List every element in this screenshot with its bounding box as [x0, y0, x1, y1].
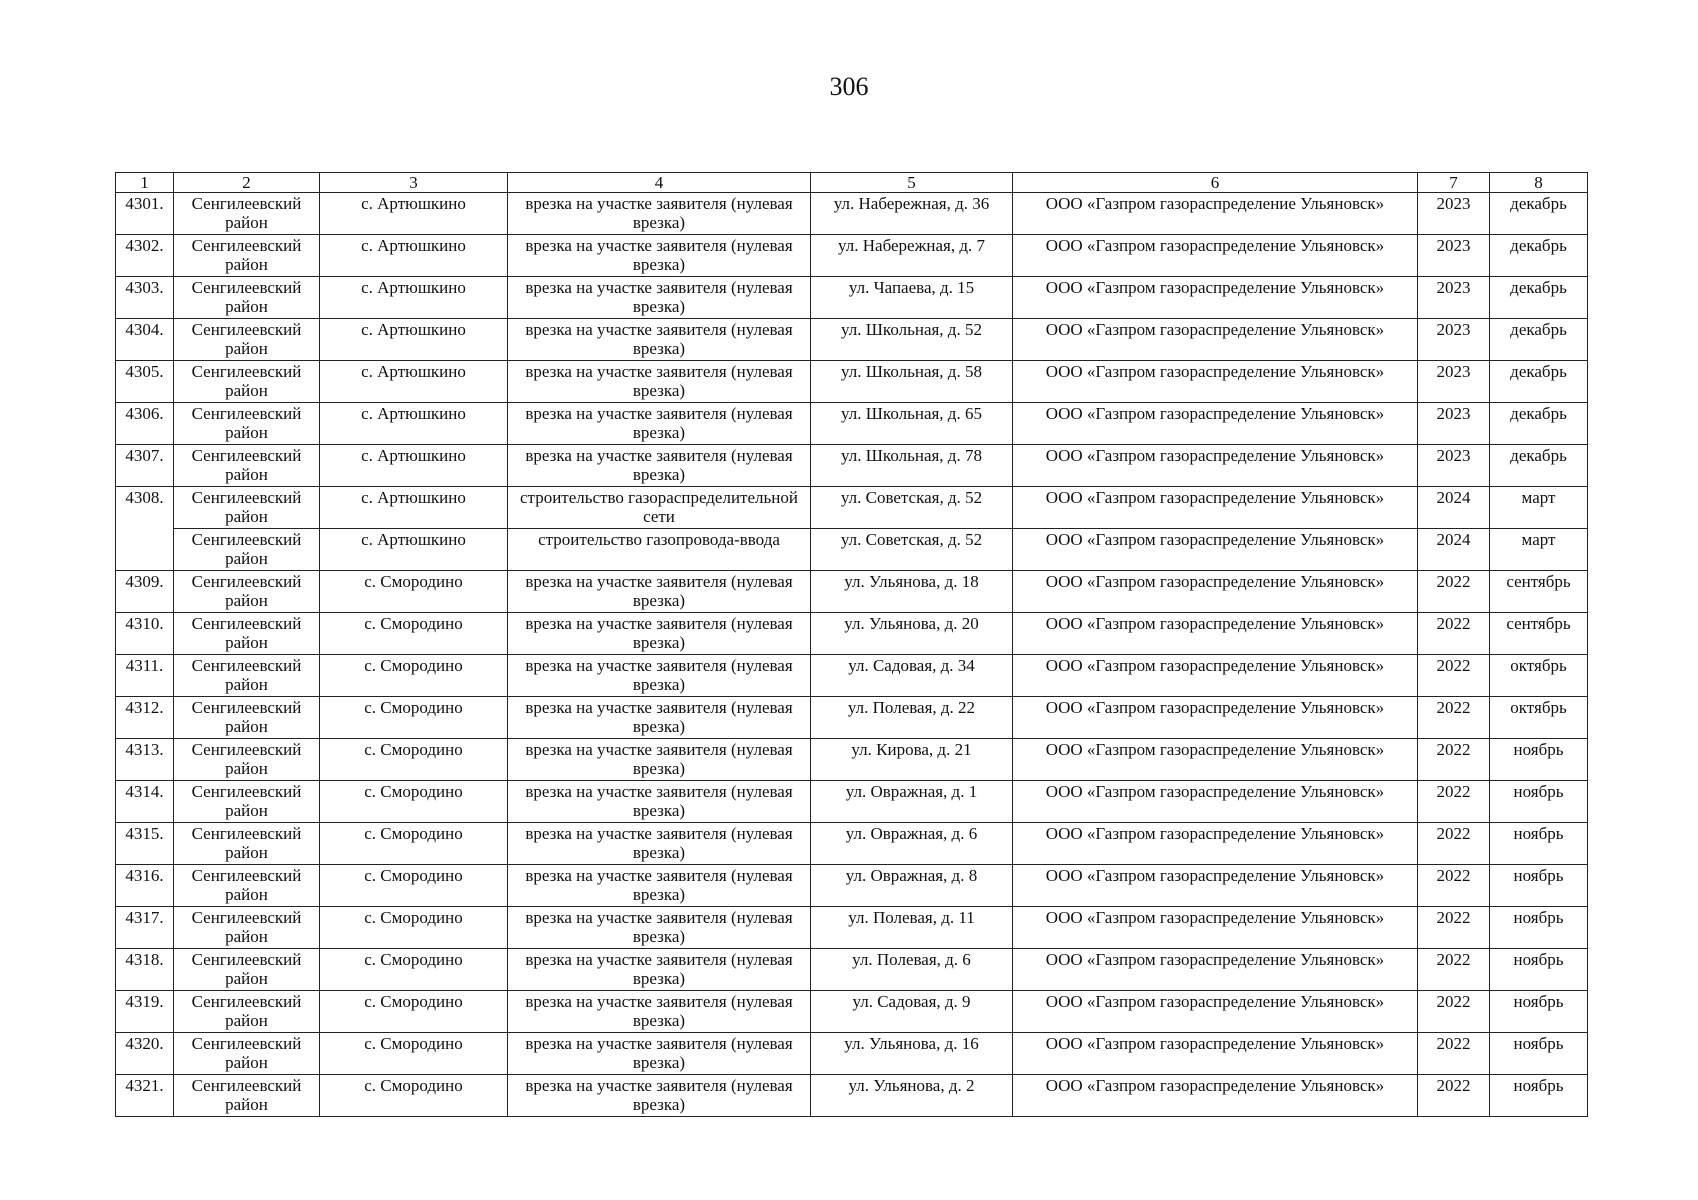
cell-year: 2023 [1418, 193, 1490, 235]
cell-address: ул. Школьная, д. 52 [811, 319, 1013, 361]
table-row [116, 235, 1588, 277]
cell-org: ООО «Газпром газораспределение Ульяновск» [1013, 823, 1418, 865]
cell-year: 2022 [1418, 1033, 1490, 1075]
cell-year: 2023 [1418, 445, 1490, 487]
table-row [116, 907, 1588, 949]
table-header [116, 173, 1588, 193]
cell-settlement: с. Артюшкино [320, 403, 508, 445]
cell-work: врезка на участке заявителя (нулевая врезка) [508, 1075, 811, 1117]
cell-month: сентябрь [1490, 571, 1588, 613]
cell-org: ООО «Газпром газораспределение Ульяновск» [1013, 613, 1418, 655]
cell-work: врезка на участке заявителя (нулевая врезка) [508, 613, 811, 655]
cell-district: Сенгилеевский район [174, 613, 320, 655]
cell-district: Сенгилеевский район [174, 991, 320, 1033]
cell-district: Сенгилеевский район [174, 697, 320, 739]
cell-org: ООО «Газпром газораспределение Ульяновск» [1013, 781, 1418, 823]
table-row [116, 991, 1588, 1033]
cell-work: врезка на участке заявителя (нулевая врезка) [508, 361, 811, 403]
row-number: 4305. [116, 361, 174, 403]
cell-work: врезка на участке заявителя (нулевая врезка) [508, 739, 811, 781]
column-header-7: 7 [1418, 173, 1490, 193]
cell-month: декабрь [1490, 193, 1588, 235]
cell-year: 2023 [1418, 403, 1490, 445]
cell-month: октябрь [1490, 655, 1588, 697]
cell-month: декабрь [1490, 403, 1588, 445]
cell-work: врезка на участке заявителя (нулевая врезка) [508, 823, 811, 865]
cell-settlement: с. Артюшкино [320, 319, 508, 361]
cell-settlement: с. Артюшкино [320, 445, 508, 487]
cell-district: Сенгилеевский район [174, 193, 320, 235]
cell-org: ООО «Газпром газораспределение Ульяновск» [1013, 991, 1418, 1033]
cell-month: март [1490, 487, 1588, 529]
cell-org: ООО «Газпром газораспределение Ульяновск» [1013, 445, 1418, 487]
table-row [116, 655, 1588, 697]
cell-district: Сенгилеевский район [174, 949, 320, 991]
table-row [116, 781, 1588, 823]
cell-address: ул. Чапаева, д. 15 [811, 277, 1013, 319]
row-number: 4304. [116, 319, 174, 361]
table-row [116, 613, 1588, 655]
cell-year: 2022 [1418, 781, 1490, 823]
cell-district: Сенгилеевский район [174, 781, 320, 823]
cell-work: врезка на участке заявителя (нулевая врезка) [508, 277, 811, 319]
cell-address: ул. Советская, д. 52 [811, 529, 1013, 571]
cell-settlement: с. Смородино [320, 655, 508, 697]
row-number: 4312. [116, 697, 174, 739]
table-row [116, 445, 1588, 487]
cell-month: ноябрь [1490, 1075, 1588, 1117]
cell-month: ноябрь [1490, 781, 1588, 823]
cell-work: строительство газораспределительной сети [508, 487, 811, 529]
cell-district: Сенгилеевский район [174, 487, 320, 529]
cell-month: декабрь [1490, 445, 1588, 487]
cell-org: ООО «Газпром газораспределение Ульяновск» [1013, 655, 1418, 697]
cell-work: врезка на участке заявителя (нулевая врезка) [508, 319, 811, 361]
cell-month: ноябрь [1490, 739, 1588, 781]
cell-district: Сенгилеевский район [174, 571, 320, 613]
cell-address: ул. Садовая, д. 34 [811, 655, 1013, 697]
registry-table [115, 172, 1588, 1117]
cell-address: ул. Кирова, д. 21 [811, 739, 1013, 781]
cell-district: Сенгилеевский район [174, 529, 320, 571]
cell-org: ООО «Газпром газораспределение Ульяновск» [1013, 949, 1418, 991]
cell-work: врезка на участке заявителя (нулевая врезка) [508, 571, 811, 613]
cell-district: Сенгилеевский район [174, 1033, 320, 1075]
cell-district: Сенгилеевский район [174, 403, 320, 445]
cell-month: октябрь [1490, 697, 1588, 739]
cell-address: ул. Ульянова, д. 20 [811, 613, 1013, 655]
cell-month: март [1490, 529, 1588, 571]
cell-address: ул. Набережная, д. 36 [811, 193, 1013, 235]
table-row [116, 823, 1588, 865]
cell-address: ул. Школьная, д. 65 [811, 403, 1013, 445]
cell-org: ООО «Газпром газораспределение Ульяновск» [1013, 403, 1418, 445]
header-row [116, 173, 1588, 193]
table-row [116, 1033, 1588, 1075]
cell-org: ООО «Газпром газораспределение Ульяновск» [1013, 193, 1418, 235]
cell-address: ул. Школьная, д. 78 [811, 445, 1013, 487]
cell-address: ул. Садовая, д. 9 [811, 991, 1013, 1033]
row-number: 4321. [116, 1075, 174, 1117]
cell-org: ООО «Газпром газораспределение Ульяновск» [1013, 1075, 1418, 1117]
cell-district: Сенгилеевский район [174, 907, 320, 949]
cell-month: декабрь [1490, 235, 1588, 277]
cell-address: ул. Овражная, д. 8 [811, 865, 1013, 907]
cell-year: 2023 [1418, 319, 1490, 361]
cell-month: декабрь [1490, 361, 1588, 403]
cell-org: ООО «Газпром газораспределение Ульяновск» [1013, 571, 1418, 613]
cell-org: ООО «Газпром газораспределение Ульяновск» [1013, 907, 1418, 949]
cell-district: Сенгилеевский район [174, 1075, 320, 1117]
page-number: 306 [829, 72, 869, 101]
cell-settlement: с. Смородино [320, 1033, 508, 1075]
row-number: 4309. [116, 571, 174, 613]
table-row [116, 697, 1588, 739]
cell-settlement: с. Смородино [320, 907, 508, 949]
cell-address: ул. Ульянова, д. 2 [811, 1075, 1013, 1117]
table-row [116, 319, 1588, 361]
cell-district: Сенгилеевский район [174, 655, 320, 697]
cell-address: ул. Полевая, д. 22 [811, 697, 1013, 739]
cell-org: ООО «Газпром газораспределение Ульяновск» [1013, 865, 1418, 907]
cell-work: врезка на участке заявителя (нулевая врезка) [508, 991, 811, 1033]
cell-work: врезка на участке заявителя (нулевая врезка) [508, 697, 811, 739]
cell-address: ул. Советская, д. 52 [811, 487, 1013, 529]
cell-address: ул. Овражная, д. 1 [811, 781, 1013, 823]
cell-month: ноябрь [1490, 865, 1588, 907]
cell-org: ООО «Газпром газораспределение Ульяновск» [1013, 529, 1418, 571]
cell-district: Сенгилеевский район [174, 361, 320, 403]
table-row [116, 571, 1588, 613]
cell-year: 2022 [1418, 1075, 1490, 1117]
cell-org: ООО «Газпром газораспределение Ульяновск» [1013, 277, 1418, 319]
row-number: 4307. [116, 445, 174, 487]
cell-district: Сенгилеевский район [174, 319, 320, 361]
row-number: 4301. [116, 193, 174, 235]
cell-year: 2023 [1418, 361, 1490, 403]
cell-address: ул. Полевая, д. 6 [811, 949, 1013, 991]
cell-settlement: с. Смородино [320, 571, 508, 613]
cell-month: сентябрь [1490, 613, 1588, 655]
cell-year: 2022 [1418, 739, 1490, 781]
cell-district: Сенгилеевский район [174, 277, 320, 319]
cell-work: врезка на участке заявителя (нулевая врезка) [508, 655, 811, 697]
cell-year: 2022 [1418, 571, 1490, 613]
cell-org: ООО «Газпром газораспределение Ульяновск» [1013, 319, 1418, 361]
cell-work: строительство газопровода-ввода [508, 529, 811, 571]
cell-work: врезка на участке заявителя (нулевая врезка) [508, 907, 811, 949]
row-number: 4302. [116, 235, 174, 277]
cell-month: декабрь [1490, 277, 1588, 319]
cell-settlement: с. Артюшкино [320, 277, 508, 319]
column-header-3: 3 [320, 173, 508, 193]
row-number: 4315. [116, 823, 174, 865]
row-number: 4303. [116, 277, 174, 319]
row-number: 4306. [116, 403, 174, 445]
cell-year: 2024 [1418, 487, 1490, 529]
cell-district: Сенгилеевский район [174, 445, 320, 487]
cell-year: 2022 [1418, 949, 1490, 991]
cell-settlement: с. Смородино [320, 823, 508, 865]
cell-year: 2022 [1418, 865, 1490, 907]
cell-year: 2022 [1418, 991, 1490, 1033]
cell-org: ООО «Газпром газораспределение Ульяновск» [1013, 487, 1418, 529]
row-number: 4317. [116, 907, 174, 949]
cell-work: врезка на участке заявителя (нулевая врезка) [508, 949, 811, 991]
row-number: 4314. [116, 781, 174, 823]
cell-settlement: с. Артюшкино [320, 235, 508, 277]
cell-org: ООО «Газпром газораспределение Ульяновск» [1013, 1033, 1418, 1075]
cell-year: 2022 [1418, 907, 1490, 949]
cell-month: ноябрь [1490, 823, 1588, 865]
cell-settlement: с. Смородино [320, 865, 508, 907]
cell-settlement: с. Артюшкино [320, 529, 508, 571]
table-row [116, 361, 1588, 403]
cell-org: ООО «Газпром газораспределение Ульяновск» [1013, 697, 1418, 739]
cell-work: врезка на участке заявителя (нулевая врезка) [508, 403, 811, 445]
column-header-8: 8 [1490, 173, 1588, 193]
column-header-2: 2 [174, 173, 320, 193]
row-number: 4313. [116, 739, 174, 781]
column-header-1: 1 [116, 173, 174, 193]
cell-year: 2023 [1418, 235, 1490, 277]
cell-year: 2024 [1418, 529, 1490, 571]
cell-month: ноябрь [1490, 907, 1588, 949]
cell-settlement: с. Смородино [320, 697, 508, 739]
cell-address: ул. Школьная, д. 58 [811, 361, 1013, 403]
table-row [116, 403, 1588, 445]
cell-org: ООО «Газпром газораспределение Ульяновск» [1013, 235, 1418, 277]
cell-work: врезка на участке заявителя (нулевая врезка) [508, 235, 811, 277]
table-body [116, 193, 1588, 1117]
table-row [116, 277, 1588, 319]
cell-address: ул. Ульянова, д. 18 [811, 571, 1013, 613]
row-number: 4320. [116, 1033, 174, 1075]
cell-year: 2022 [1418, 697, 1490, 739]
table-row [116, 529, 1588, 571]
row-number: 4311. [116, 655, 174, 697]
cell-address: ул. Набережная, д. 7 [811, 235, 1013, 277]
cell-settlement: с. Смородино [320, 1075, 508, 1117]
cell-work: врезка на участке заявителя (нулевая врезка) [508, 781, 811, 823]
cell-district: Сенгилеевский район [174, 235, 320, 277]
row-number: 4308. [116, 487, 174, 571]
cell-address: ул. Овражная, д. 6 [811, 823, 1013, 865]
table-row [116, 865, 1588, 907]
cell-month: ноябрь [1490, 949, 1588, 991]
cell-month: ноябрь [1490, 1033, 1588, 1075]
cell-year: 2022 [1418, 823, 1490, 865]
cell-settlement: с. Артюшкино [320, 487, 508, 529]
cell-settlement: с. Смородино [320, 949, 508, 991]
cell-work: врезка на участке заявителя (нулевая врезка) [508, 193, 811, 235]
table-row [116, 949, 1588, 991]
row-number: 4310. [116, 613, 174, 655]
row-number: 4316. [116, 865, 174, 907]
cell-settlement: с. Артюшкино [320, 193, 508, 235]
row-number: 4319. [116, 991, 174, 1033]
column-header-4: 4 [508, 173, 811, 193]
column-header-6: 6 [1013, 173, 1418, 193]
table-row [116, 193, 1588, 235]
cell-settlement: с. Смородино [320, 613, 508, 655]
cell-work: врезка на участке заявителя (нулевая врезка) [508, 445, 811, 487]
cell-work: врезка на участке заявителя (нулевая врезка) [508, 865, 811, 907]
cell-address: ул. Ульянова, д. 16 [811, 1033, 1013, 1075]
cell-month: ноябрь [1490, 991, 1588, 1033]
table-row [116, 487, 1588, 529]
cell-month: декабрь [1490, 319, 1588, 361]
table-row [116, 1075, 1588, 1117]
cell-org: ООО «Газпром газораспределение Ульяновск» [1013, 361, 1418, 403]
cell-district: Сенгилеевский район [174, 739, 320, 781]
cell-org: ООО «Газпром газораспределение Ульяновск» [1013, 739, 1418, 781]
cell-settlement: с. Смородино [320, 991, 508, 1033]
cell-year: 2022 [1418, 655, 1490, 697]
cell-district: Сенгилеевский район [174, 823, 320, 865]
cell-year: 2023 [1418, 277, 1490, 319]
cell-settlement: с. Смородино [320, 781, 508, 823]
cell-work: врезка на участке заявителя (нулевая врезка) [508, 1033, 811, 1075]
cell-settlement: с. Смородино [320, 739, 508, 781]
column-header-5: 5 [811, 173, 1013, 193]
cell-settlement: с. Артюшкино [320, 361, 508, 403]
cell-year: 2022 [1418, 613, 1490, 655]
table-row [116, 739, 1588, 781]
row-number: 4318. [116, 949, 174, 991]
cell-district: Сенгилеевский район [174, 865, 320, 907]
cell-address: ул. Полевая, д. 11 [811, 907, 1013, 949]
